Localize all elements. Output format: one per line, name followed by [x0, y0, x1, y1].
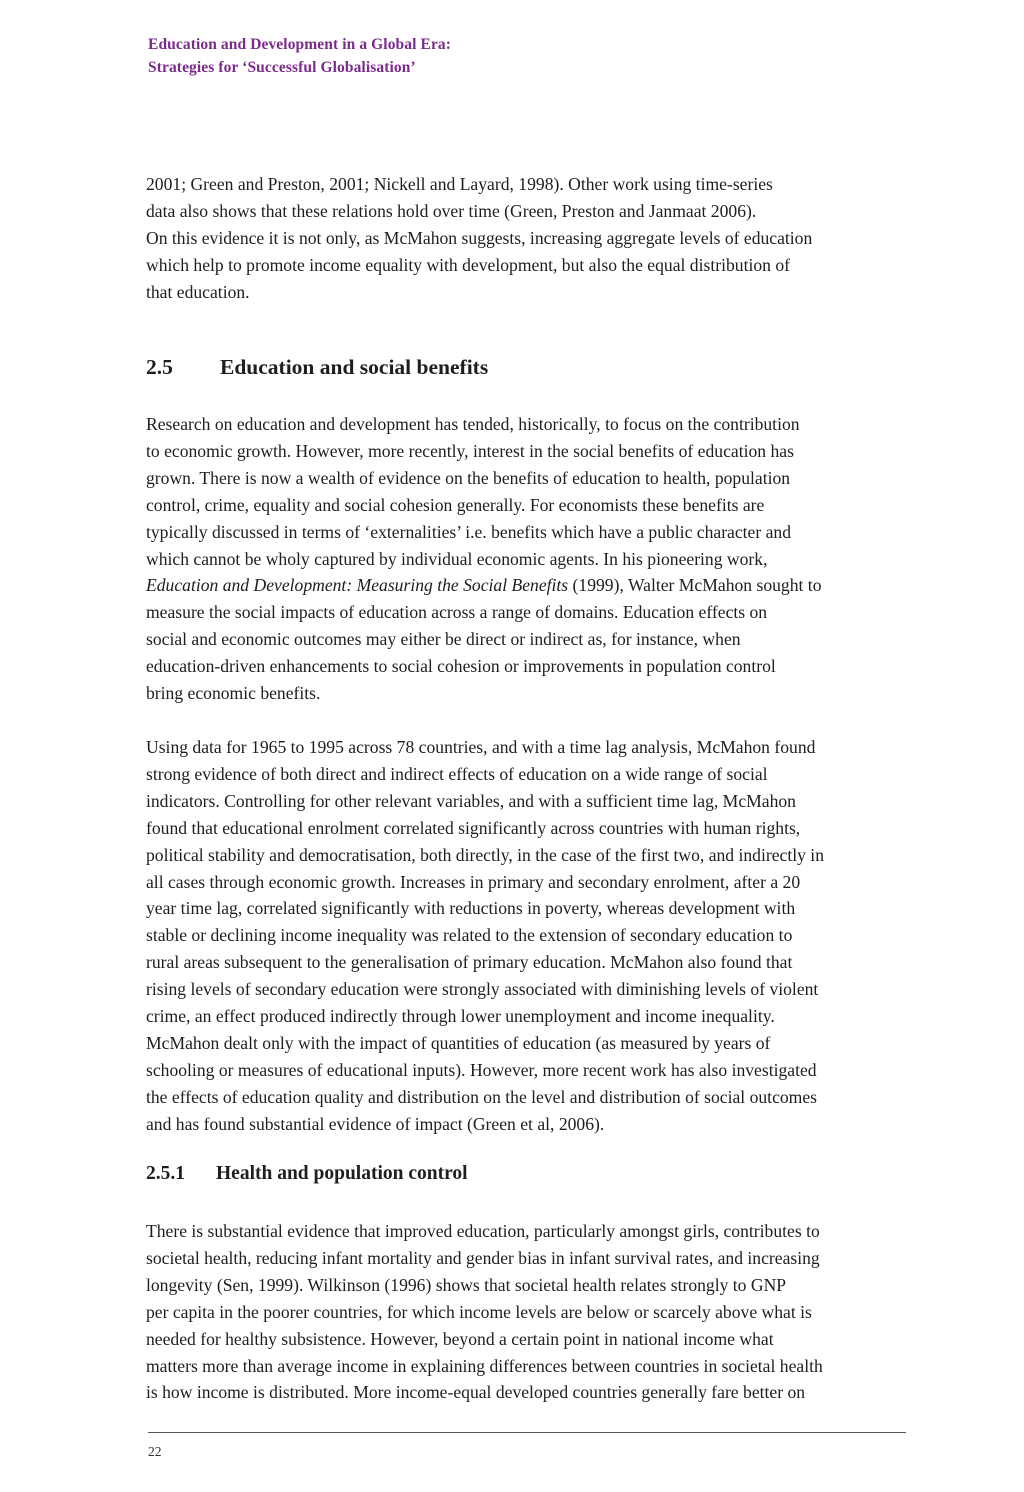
text-line: control, crime, equality and social cohesion generally. For economists these benefits are — [146, 494, 765, 515]
text-line: On this evidence it is not only, as McMahon suggests, increasing aggregate levels of education — [146, 227, 813, 248]
section-heading — [146, 355, 488, 380]
text-line: that education. — [146, 281, 250, 302]
text-line: the effects of education quality and distribution on the level and distribution of social outcomes — [146, 1086, 818, 1107]
text-line: measure the social impacts of education across a range of domains. Education effects on — [146, 602, 768, 623]
cited-book-title: Education and Development: Measuring the Social Benefits — [146, 575, 569, 596]
footer-divider — [148, 1432, 906, 1433]
text-line: per capita in the poorer countries, for which income levels are below or scarcely above what is — [146, 1301, 812, 1322]
text-line: matters more than average income in explaining differences between countries in societal health — [146, 1355, 823, 1376]
text-line: social and economic outcomes may either be direct or indirect as, for instance, when — [146, 629, 741, 650]
text-line: needed for healthy subsistence. However, beyond a certain point in national income what — [146, 1328, 774, 1349]
intro-paragraph — [146, 171, 910, 306]
subsection-title: Health and population control — [216, 1163, 468, 1184]
running-header-line-1: Education and Development in a Global Era: — [148, 36, 452, 53]
text-line: strong evidence of both direct and indirect effects of education on a wide range of social — [146, 763, 768, 784]
text-line: which help to promote income equality with development, but also the equal distribution of — [146, 254, 790, 275]
text-line: year time lag, correlated significantly with reductions in poverty, whereas development with — [146, 898, 796, 919]
text-line: which cannot be wholy captured by individual economic agents. In his pioneering work, — [146, 548, 768, 569]
text-line: stable or declining income inequality was related to the extension of secondary education to — [146, 925, 793, 946]
paragraph-2 — [146, 734, 910, 1138]
citation-rest: (1999), Walter McMahon sought to — [568, 575, 822, 596]
text-line: grown. There is now a wealth of evidence on the benefits of education to health, population — [146, 467, 791, 488]
text-line: McMahon dealt only with the impact of quantities of education (as measured by years of — [146, 1032, 771, 1053]
text-line: crime, an effect produced indirectly through lower unemployment and income inequality. — [146, 1006, 775, 1027]
text-line: and has found substantial evidence of impact (Green et al, 2006). — [146, 1113, 605, 1134]
text-line: rural areas subsequent to the generalisation of primary education. McMahon also found that — [146, 952, 793, 973]
text-line: political stability and democratisation, both directly, in the case of the first two, and indirectly in — [146, 844, 824, 865]
text-line: indicators. Controlling for other relevant variables, and with a sufficient time lag, McMahon — [146, 790, 796, 811]
text-line: Research on education and development has tended, historically, to focus on the contribution — [146, 414, 800, 434]
text-line: bring economic benefits. — [146, 683, 321, 704]
text-line: found that educational enrolment correlated significantly across countries with human rights, — [146, 817, 801, 838]
paragraph-1 — [146, 411, 910, 707]
text-line: schooling or measures of educational inputs). However, more recent work has also investigated — [146, 1059, 817, 1080]
text-line: data also shows that these relations hold over time (Green, Preston and Janmaat 2006). — [146, 200, 757, 221]
subsection-number: 2.5.1 — [146, 1163, 185, 1184]
text-line: is how income is distributed. More income-equal developed countries generally fare better on — [146, 1382, 806, 1403]
text-line: longevity (Sen, 1999). Wilkinson (1996) shows that societal health relates strongly to GNP — [146, 1274, 787, 1295]
text-line: Using data for 1965 to 1995 across 78 countries, and with a time lag analysis, McMahon found — [146, 737, 816, 757]
running-header-line-2: Strategies for ‘Successful Globalisation’ — [148, 59, 416, 76]
text-line: education-driven enhancements to social cohesion or improvements in population control — [146, 656, 776, 677]
running-header — [148, 33, 451, 79]
section-title: Education and social benefits — [220, 355, 489, 379]
subsection-heading — [146, 1163, 468, 1185]
text-line: to economic growth. However, more recently, interest in the social benefits of education has — [146, 440, 794, 461]
text-line: 2001; Green and Preston, 2001; Nickell and Layard, 1998). Other work using time-series — [146, 174, 773, 194]
paragraph-3 — [146, 1218, 910, 1406]
text-line-with-citation — [146, 572, 910, 599]
text-line: societal health, reducing infant mortality and gender bias in infant survival rates, and increasing — [146, 1247, 820, 1268]
text-line: There is substantial evidence that improved education, particularly amongst girls, contributes to — [146, 1221, 820, 1241]
text-line: typically discussed in terms of ‘externalities’ i.e. benefits which have a public character and — [146, 521, 792, 542]
page-number: 22 — [148, 1444, 162, 1459]
text-line: rising levels of secondary education were strongly associated with diminishing levels of violent — [146, 979, 819, 1000]
text-line: all cases through economic growth. Increases in primary and secondary enrolment, after a 20 — [146, 871, 801, 892]
section-number: 2.5 — [146, 355, 173, 379]
